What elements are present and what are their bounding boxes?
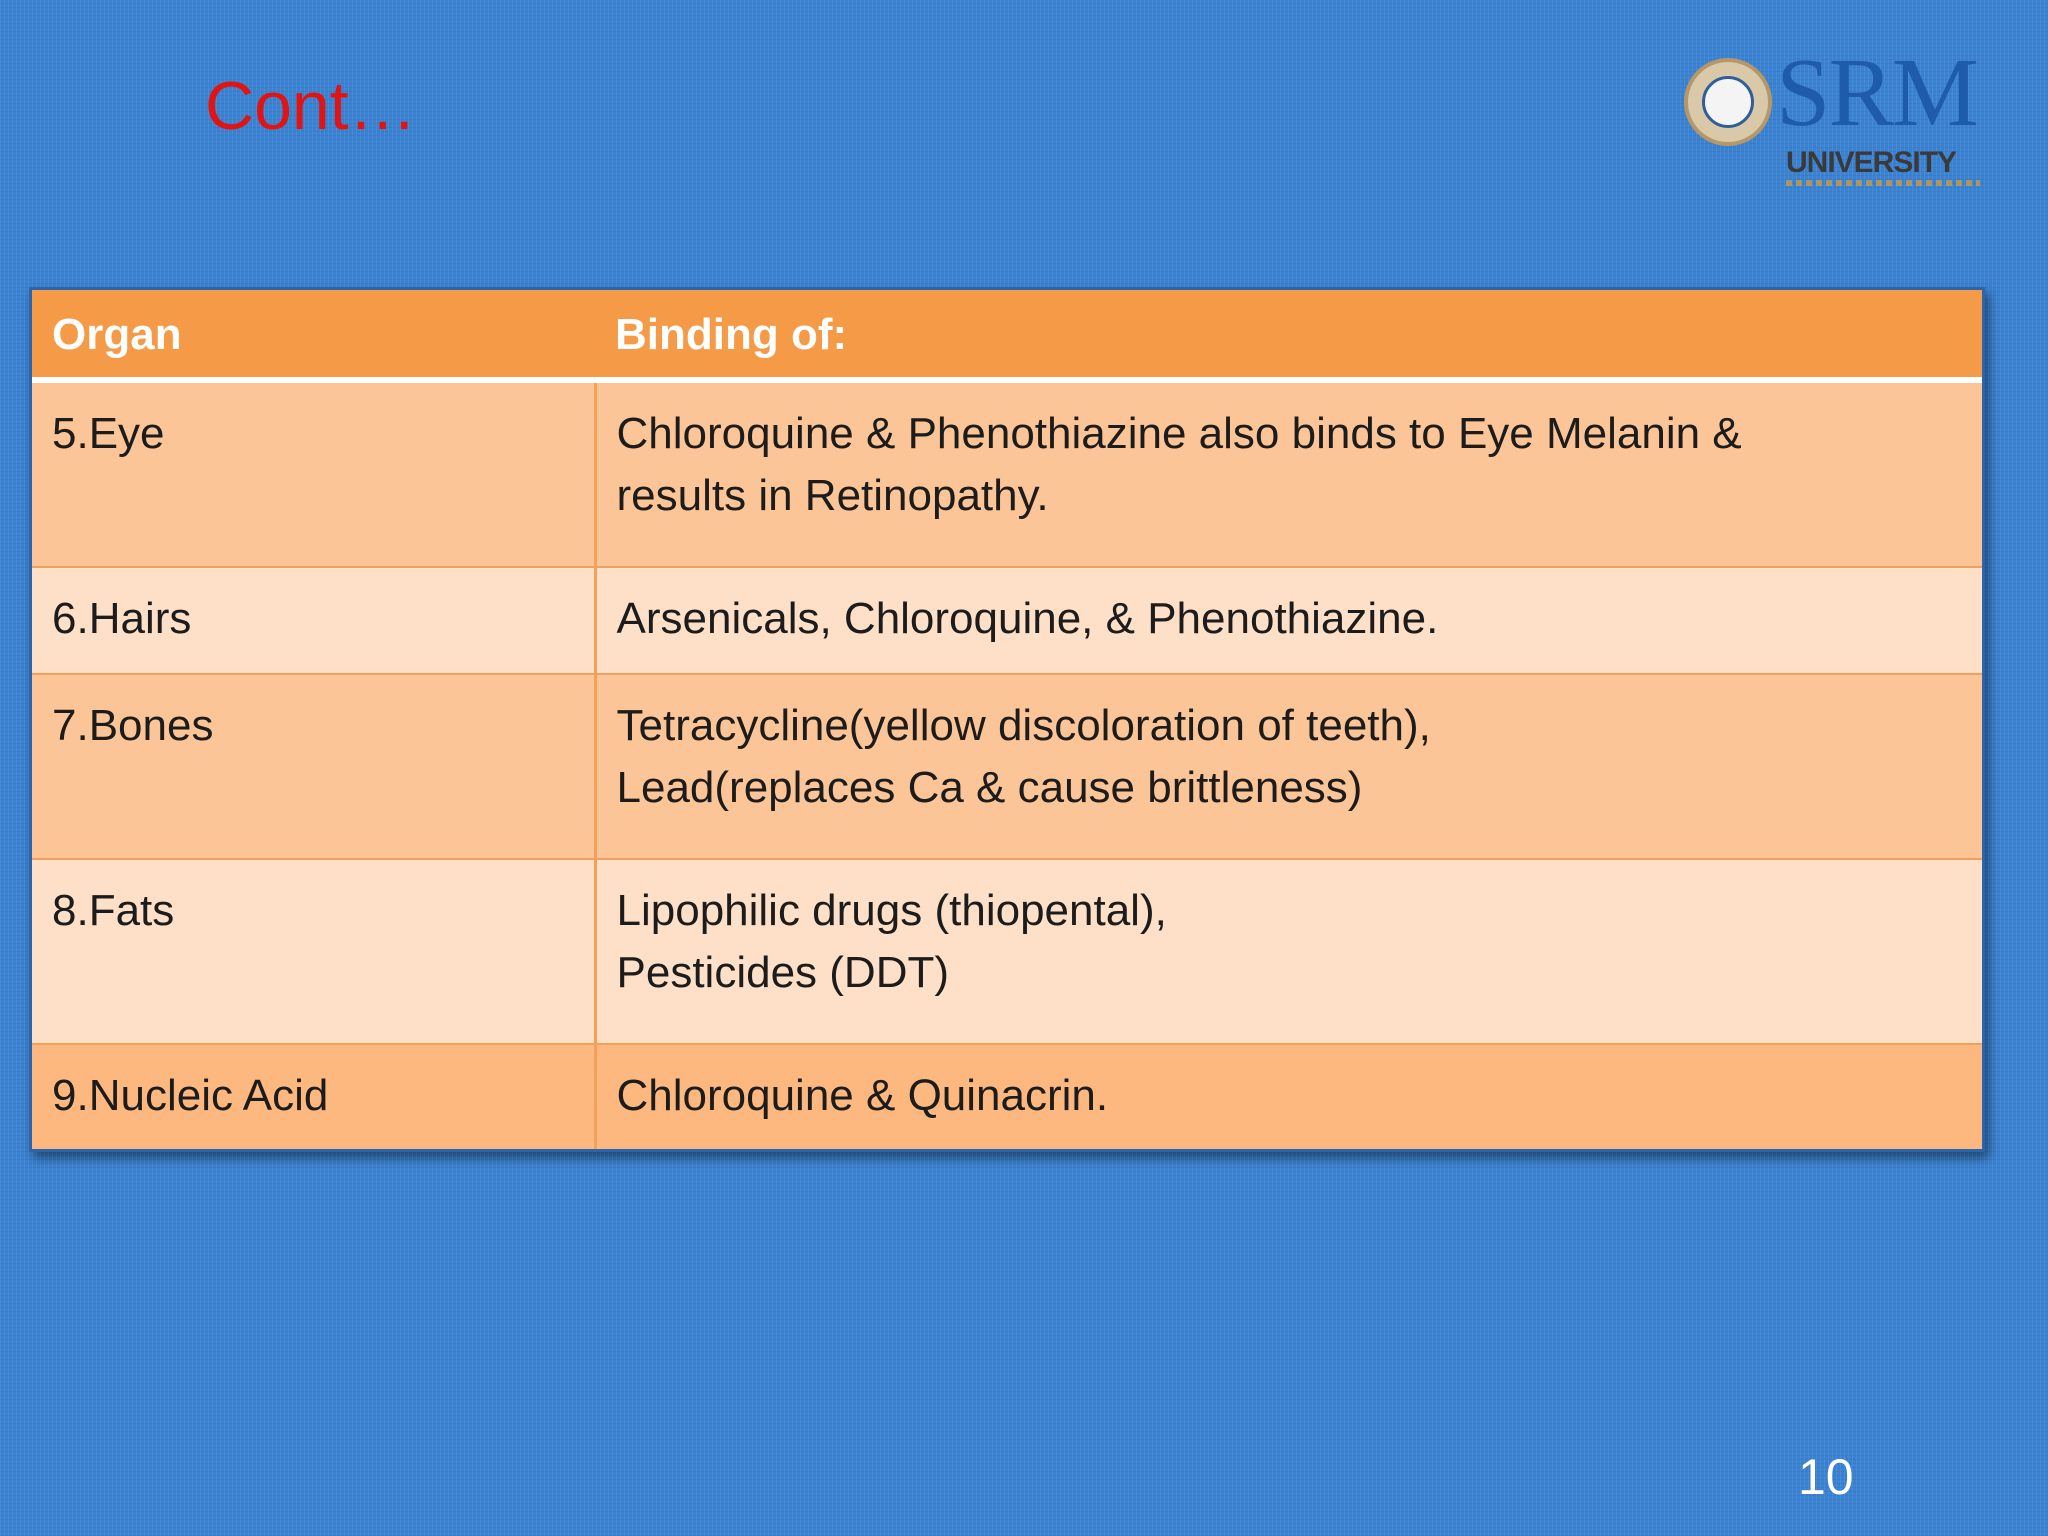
cell-binding: [595, 674, 1982, 859]
table-row: [32, 674, 1982, 859]
cell-binding: [595, 859, 1982, 1044]
binding-line: Chloroquine & Quinacrin.: [616, 1070, 1109, 1120]
binding-line: Tetracycline(yellow discoloration of teeth),: [616, 700, 1431, 750]
cell-binding: [595, 380, 1982, 567]
srm-university-logo: [1682, 39, 1982, 206]
organ-binding-table: [29, 287, 1985, 1152]
cell-organ: 7.Bones: [32, 674, 595, 859]
table-row: [32, 380, 1982, 567]
cell-organ: 5.Eye: [32, 380, 595, 567]
slide-title: Cont…: [205, 68, 417, 144]
page-number: 10: [1798, 1449, 1854, 1505]
table-row: [32, 859, 1982, 1044]
table-row: [32, 567, 1982, 673]
binding-line: Lipophilic drugs (thiopental),: [616, 885, 1167, 935]
header-organ: Organ: [32, 290, 595, 380]
binding-line: Arsenicals, Chloroquine, & Phenothiazine.: [616, 594, 1439, 644]
binding-line: Lead(replaces Ca & cause brittleness): [616, 762, 1363, 812]
logo-wordmark: SRM: [1776, 39, 1978, 147]
university-seal-icon: [1684, 58, 1772, 146]
table-header-row: [32, 290, 1982, 380]
cell-organ: 6.Hairs: [32, 567, 595, 673]
cell-binding: [595, 1044, 1982, 1149]
cell-binding: [595, 567, 1982, 673]
cell-organ: 9.Nucleic Acid: [32, 1044, 595, 1149]
logo-subtitle: UNIVERSITY: [1786, 146, 1957, 179]
header-binding: Binding of:: [595, 290, 1982, 380]
logo-tagline-mark: [1786, 180, 1980, 186]
binding-line: results in Retinopathy.: [616, 471, 1049, 520]
binding-line: Pesticides (DDT): [616, 947, 949, 997]
cell-organ: 8.Fats: [32, 859, 595, 1044]
binding-line: Chloroquine & Phenothiazine also binds to Eye Melanin &: [616, 409, 1742, 458]
table-row: [32, 1044, 1982, 1149]
